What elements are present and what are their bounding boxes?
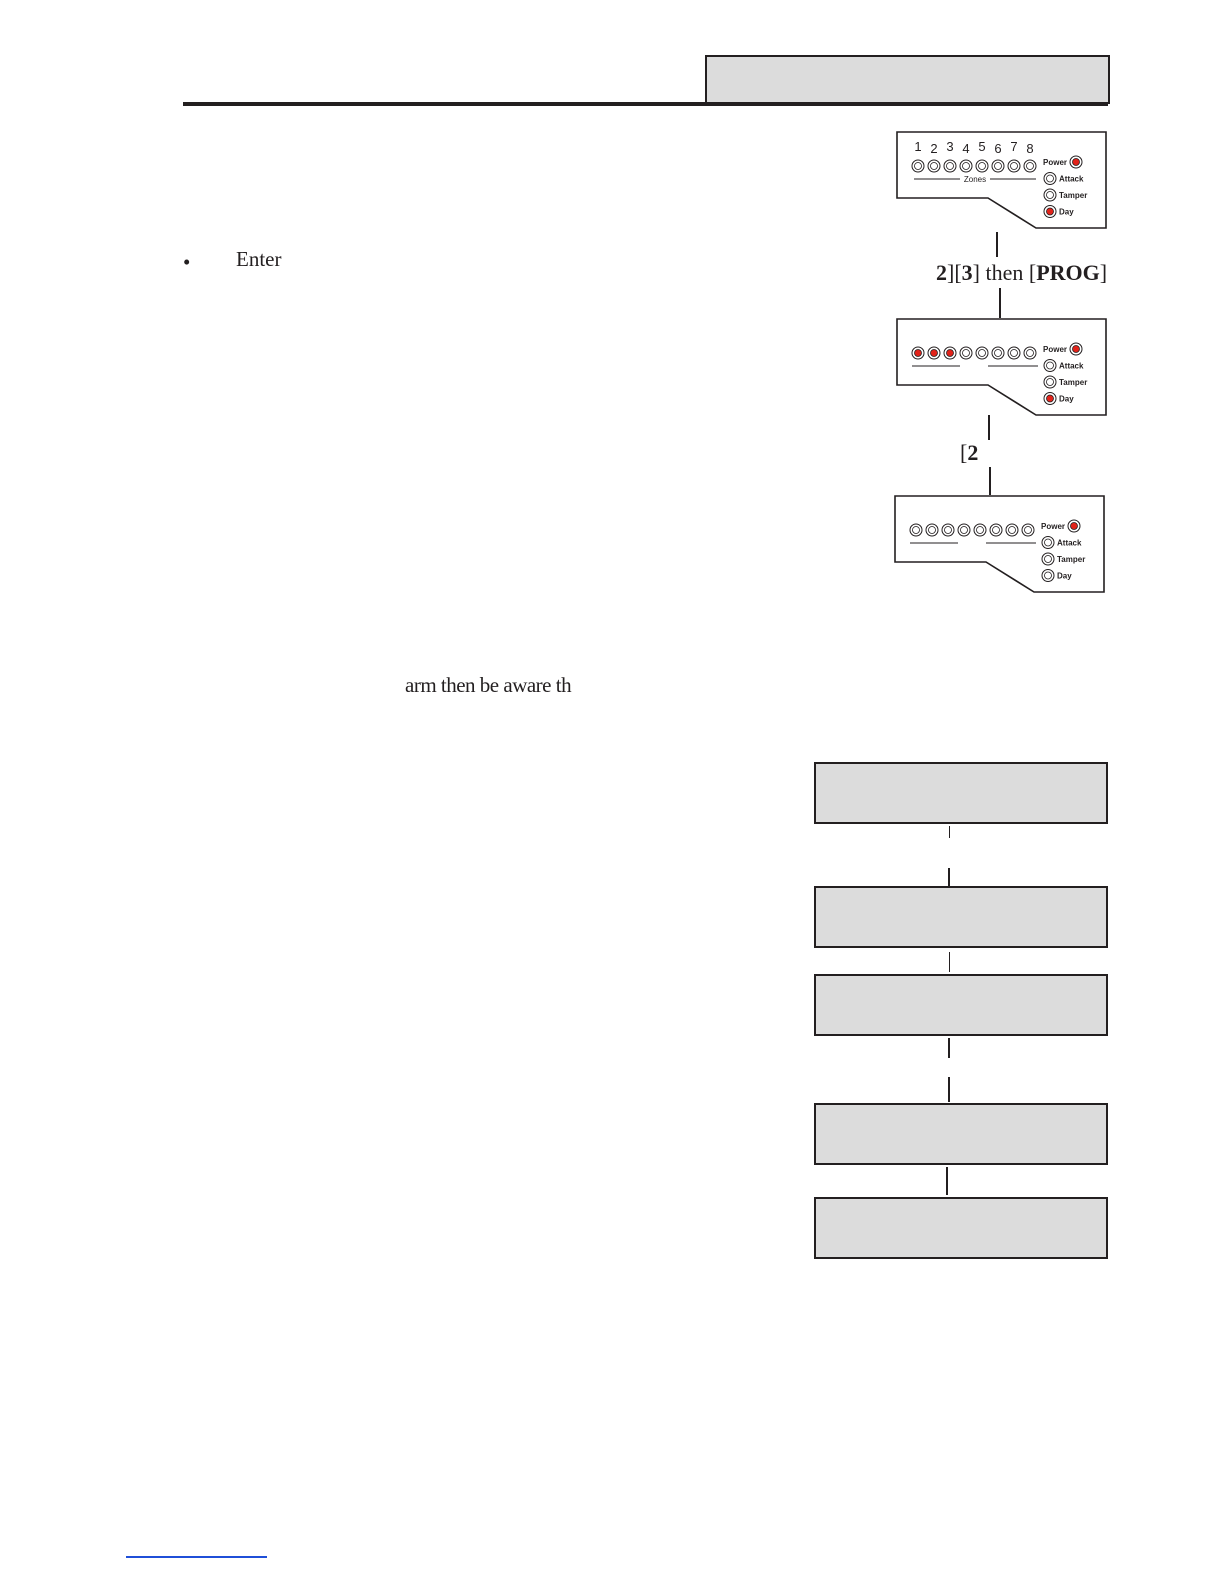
zone-led-off (1027, 350, 1034, 357)
connector-line (948, 1038, 950, 1058)
body-text-fragment: arm then be aware th (405, 673, 572, 697)
zone-led-off (945, 527, 952, 534)
keypad-3-svg (894, 495, 1108, 595)
status-led-dot (1073, 159, 1080, 166)
zone-led-off (915, 163, 922, 170)
connector-line (948, 868, 950, 886)
status-label-day: Day (1059, 207, 1074, 217)
status-label-tamper: Tamper (1057, 555, 1086, 564)
status-label-day: Day (1059, 394, 1074, 404)
status-label-tamper: Tamper (1059, 378, 1088, 387)
zone-number-label: 5 (978, 139, 986, 154)
connector-line (996, 232, 998, 257)
status-led-dot (1047, 379, 1054, 386)
enter-instruction: Enter (236, 247, 282, 271)
zone-led-lit (947, 350, 954, 357)
lcd-display-box-1 (814, 762, 1108, 824)
status-led-dot (1045, 539, 1052, 546)
status-label-power: Power (1041, 522, 1066, 531)
status-led-dot (1047, 208, 1054, 215)
header-rule (183, 102, 1108, 106)
zone-number-label: 6 (994, 141, 1002, 156)
connector-line (949, 826, 950, 838)
sequence-separator: ][ (947, 260, 962, 285)
zone-led-off (1009, 527, 1016, 534)
zone-led-off (1027, 163, 1034, 170)
status-led-dot (1071, 523, 1078, 530)
zone-led-off (979, 350, 986, 357)
key-sequence-2 (960, 440, 978, 466)
zone-led-off (931, 163, 938, 170)
footer-link-underline[interactable] (126, 1556, 267, 1558)
zone-led-off (995, 163, 1002, 170)
connector-line (946, 1167, 948, 1195)
zone-led-off (947, 163, 954, 170)
zone-led-off (1011, 350, 1018, 357)
zone-led-off (913, 527, 920, 534)
status-led-dot (1045, 572, 1052, 579)
zone-led-off (961, 527, 968, 534)
zones-label: Zones (963, 175, 987, 184)
connector-line (949, 952, 950, 972)
zone-number-label: 3 (946, 139, 954, 154)
status-label-power: Power (1043, 345, 1068, 354)
keypad-2-svg (896, 318, 1108, 418)
status-led-dot (1047, 192, 1054, 199)
lcd-display-box-2 (814, 886, 1108, 948)
keypad-diagram-3 (894, 495, 1108, 595)
sequence-separator: ] (1099, 260, 1108, 285)
status-label-attack: Attack (1059, 361, 1084, 371)
keypad-1-svg (896, 131, 1108, 231)
connector-line (999, 288, 1001, 318)
connector-line (989, 467, 991, 495)
key-3: 3 (961, 260, 973, 285)
zone-led-off (995, 350, 1002, 357)
status-label-attack: Attack (1057, 538, 1082, 548)
zone-number-label: 2 (930, 141, 938, 156)
sequence-separator: [ (960, 440, 968, 465)
zone-led-off (1025, 527, 1032, 534)
status-led-dot (1047, 175, 1054, 182)
lcd-display-box-4 (814, 1103, 1108, 1165)
sequence-separator: ] then [ (972, 260, 1037, 285)
zone-led-off (963, 350, 970, 357)
key-sequence-1 (936, 260, 1107, 286)
status-led-dot (1047, 395, 1054, 402)
zone-led-off (1011, 163, 1018, 170)
status-label-power: Power (1043, 158, 1068, 167)
zone-number-label: 7 (1010, 139, 1018, 154)
key-2: 2 (936, 260, 947, 285)
keypad-diagram-1 (896, 131, 1108, 231)
zone-led-off (963, 163, 970, 170)
zone-led-off (979, 163, 986, 170)
zone-led-off (977, 527, 984, 534)
status-led-dot (1045, 556, 1052, 563)
status-label-tamper: Tamper (1059, 191, 1088, 200)
zone-led-lit (931, 350, 938, 357)
lcd-display-box-5 (814, 1197, 1108, 1259)
lcd-display-box-3 (814, 974, 1108, 1036)
connector-line (988, 415, 990, 440)
status-label-day: Day (1057, 571, 1072, 581)
status-led-dot (1073, 346, 1080, 353)
status-led-dot (1047, 362, 1054, 369)
connector-line (948, 1077, 950, 1102)
zone-led-lit (915, 350, 922, 357)
status-label-attack: Attack (1059, 174, 1084, 184)
keypad-diagram-2 (896, 318, 1108, 418)
header-tab (705, 55, 1110, 104)
key-prog: PROG (1036, 260, 1100, 285)
key-2: 2 (967, 440, 979, 465)
zone-number-label: 1 (914, 139, 922, 154)
zone-number-label: 8 (1026, 141, 1034, 156)
zone-number-label: 4 (962, 141, 970, 156)
bullet-marker: • (183, 250, 191, 274)
zone-led-off (929, 527, 936, 534)
zone-led-off (993, 527, 1000, 534)
